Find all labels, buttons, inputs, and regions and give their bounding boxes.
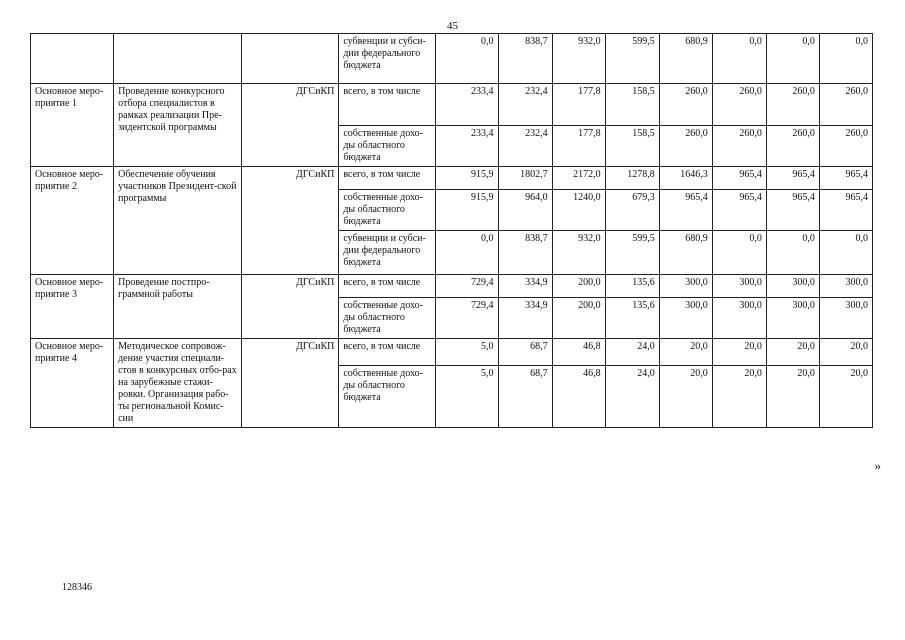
funding-source-cell: всего, в том числе [339, 84, 436, 126]
activity-cell: Основное меро-приятие 2 [31, 167, 114, 275]
value-cell: 0,0 [436, 231, 498, 275]
value-cell: 20,0 [659, 366, 712, 428]
executor-cell: ДГСиКП [242, 84, 339, 167]
budget-table [30, 33, 873, 428]
value-cell: 300,0 [712, 298, 766, 339]
value-cell: 46,8 [552, 366, 605, 428]
value-cell: 232,4 [498, 84, 552, 126]
activity-cell: Основное меро-приятие 3 [31, 275, 114, 339]
value-cell: 20,0 [659, 339, 712, 366]
table-row [31, 34, 873, 84]
value-cell: 965,4 [712, 167, 766, 190]
description-cell: Проведение постпро-граммной работы [114, 275, 242, 339]
description-cell [114, 34, 242, 84]
value-cell: 135,6 [605, 275, 659, 298]
funding-source-cell: всего, в том числе [339, 339, 436, 366]
value-cell: 260,0 [766, 84, 819, 126]
value-cell: 260,0 [819, 126, 872, 167]
value-cell: 5,0 [436, 366, 498, 428]
funding-source-cell: субвенции и субси-дии федерального бюджета [339, 231, 436, 275]
executor-cell: ДГСиКП [242, 167, 339, 275]
value-cell: 679,3 [605, 190, 659, 231]
value-cell: 260,0 [659, 84, 712, 126]
value-cell: 965,4 [766, 190, 819, 231]
page-number: 45 [447, 20, 458, 32]
value-cell: 5,0 [436, 339, 498, 366]
funding-source-cell: собственные дохо-ды областного бюджета [339, 298, 436, 339]
document-code: 128346 [62, 582, 92, 593]
value-cell: 599,5 [605, 231, 659, 275]
value-cell: 0,0 [819, 34, 872, 84]
funding-source-cell: собственные дохо-ды областного бюджета [339, 366, 436, 428]
value-cell: 20,0 [819, 366, 872, 428]
executor-cell: ДГСиКП [242, 339, 339, 428]
continuation-mark: » [874, 458, 881, 473]
funding-source-cell: всего, в том числе [339, 167, 436, 190]
value-cell: 0,0 [766, 34, 819, 84]
funding-source-cell: собственные дохо-ды областного бюджета [339, 190, 436, 231]
value-cell: 0,0 [712, 34, 766, 84]
value-cell: 177,8 [552, 126, 605, 167]
value-cell: 965,4 [819, 167, 872, 190]
value-cell: 260,0 [659, 126, 712, 167]
value-cell: 0,0 [712, 231, 766, 275]
value-cell: 680,9 [659, 231, 712, 275]
value-cell: 599,5 [605, 34, 659, 84]
value-cell: 932,0 [552, 34, 605, 84]
value-cell: 46,8 [552, 339, 605, 366]
value-cell: 0,0 [436, 34, 498, 84]
value-cell: 20,0 [819, 339, 872, 366]
activity-cell [31, 34, 114, 84]
description-cell: Методическое сопровож-дение участия специали-стов в конкурсных отбо-рах на зарубежные стажи-ровки. Организация рабо-ты региональной Комис-сии [114, 339, 242, 428]
value-cell: 1240,0 [552, 190, 605, 231]
table-row [31, 275, 873, 298]
value-cell: 0,0 [766, 231, 819, 275]
value-cell: 68,7 [498, 339, 552, 366]
value-cell: 729,4 [436, 275, 498, 298]
value-cell: 200,0 [552, 275, 605, 298]
value-cell: 24,0 [605, 366, 659, 428]
value-cell: 1278,8 [605, 167, 659, 190]
value-cell: 158,5 [605, 84, 659, 126]
executor-cell [242, 34, 339, 84]
value-cell: 2172,0 [552, 167, 605, 190]
table-row [31, 167, 873, 190]
table-body [31, 34, 873, 428]
value-cell: 300,0 [659, 275, 712, 298]
value-cell: 135,6 [605, 298, 659, 339]
value-cell: 20,0 [712, 366, 766, 428]
activity-cell: Основное меро-приятие 1 [31, 84, 114, 167]
value-cell: 729,4 [436, 298, 498, 339]
value-cell: 232,4 [498, 126, 552, 167]
value-cell: 68,7 [498, 366, 552, 428]
value-cell: 200,0 [552, 298, 605, 339]
value-cell: 915,9 [436, 167, 498, 190]
value-cell: 20,0 [766, 339, 819, 366]
value-cell: 680,9 [659, 34, 712, 84]
value-cell: 965,4 [712, 190, 766, 231]
value-cell: 300,0 [766, 298, 819, 339]
value-cell: 965,4 [766, 167, 819, 190]
value-cell: 260,0 [819, 84, 872, 126]
funding-source-cell: собственные дохо-ды областного бюджета [339, 126, 436, 167]
value-cell: 300,0 [819, 298, 872, 339]
value-cell: 260,0 [712, 126, 766, 167]
value-cell: 20,0 [766, 366, 819, 428]
value-cell: 1802,7 [498, 167, 552, 190]
value-cell: 964,0 [498, 190, 552, 231]
value-cell: 233,4 [436, 84, 498, 126]
executor-cell: ДГСиКП [242, 275, 339, 339]
funding-source-cell: всего, в том числе [339, 275, 436, 298]
value-cell: 260,0 [712, 84, 766, 126]
value-cell: 300,0 [766, 275, 819, 298]
table-row [31, 84, 873, 126]
value-cell: 300,0 [712, 275, 766, 298]
value-cell: 300,0 [819, 275, 872, 298]
value-cell: 965,4 [819, 190, 872, 231]
value-cell: 177,8 [552, 84, 605, 126]
table-row [31, 339, 873, 366]
value-cell: 1646,3 [659, 167, 712, 190]
funding-source-cell: субвенции и субси-дии федерального бюджета [339, 34, 436, 84]
activity-cell: Основное меро-приятие 4 [31, 339, 114, 428]
value-cell: 915,9 [436, 190, 498, 231]
value-cell: 300,0 [659, 298, 712, 339]
value-cell: 838,7 [498, 34, 552, 84]
value-cell: 334,9 [498, 298, 552, 339]
value-cell: 233,4 [436, 126, 498, 167]
value-cell: 838,7 [498, 231, 552, 275]
value-cell: 932,0 [552, 231, 605, 275]
value-cell: 260,0 [766, 126, 819, 167]
description-cell: Обеспечение обучения участников Президент-ской программы [114, 167, 242, 275]
value-cell: 20,0 [712, 339, 766, 366]
value-cell: 0,0 [819, 231, 872, 275]
value-cell: 158,5 [605, 126, 659, 167]
value-cell: 334,9 [498, 275, 552, 298]
value-cell: 965,4 [659, 190, 712, 231]
value-cell: 24,0 [605, 339, 659, 366]
description-cell: Проведение конкурсного отбора специалистов в рамках реализации Пре-зидентской программы [114, 84, 242, 167]
